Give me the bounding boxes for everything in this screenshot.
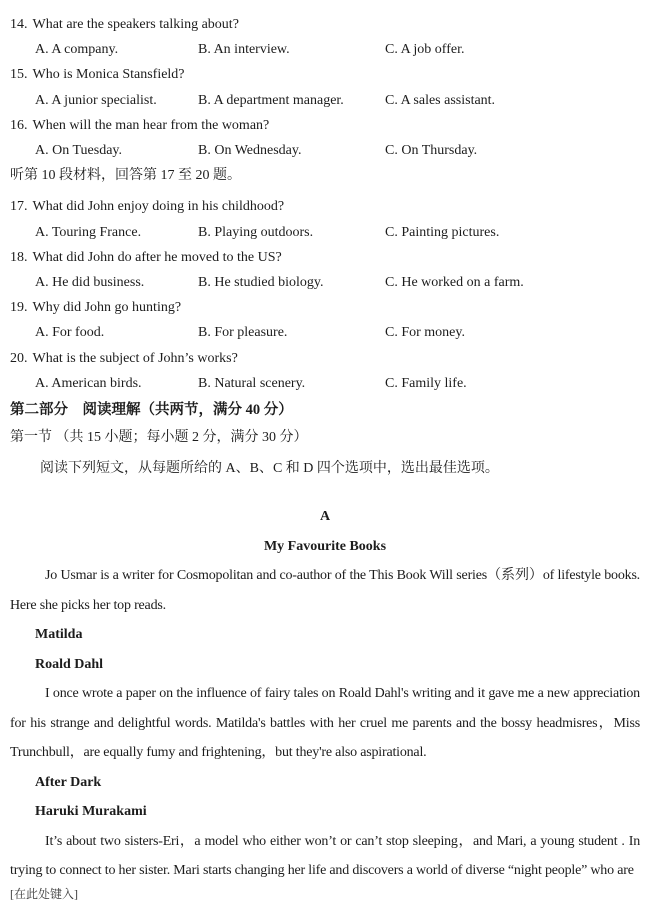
question-text: What is the subject of John’s works? bbox=[32, 350, 238, 366]
option-c: C. A job offer. bbox=[385, 42, 465, 58]
option-c: C. A sales assistant. bbox=[385, 92, 496, 108]
book-review: I once wrote a paper on the influence of fairy tales on Roald Dahl's writing and it gave me a new appreciation for his strange and delightful words. Matilda's battles with her cruel me parents and the bossy headmisres，Miss Trunchbull，are equally fumy and frightening，but they're also aspirational. bbox=[10, 686, 640, 761]
question-number: 15. bbox=[10, 67, 28, 83]
book-author: Haruki Murakami bbox=[35, 804, 147, 820]
option-c: C. For money. bbox=[385, 325, 465, 341]
question-14 bbox=[10, 12, 640, 37]
question-20 bbox=[10, 346, 640, 371]
option-b: B. For pleasure. bbox=[198, 325, 288, 341]
option-a: A. For food. bbox=[35, 325, 105, 341]
question-text: When will the man hear from the woman? bbox=[32, 117, 270, 133]
option-b: B. A department manager. bbox=[198, 92, 344, 108]
option-b: B. He studied biology. bbox=[198, 275, 324, 291]
option-c: C. Painting pictures. bbox=[385, 224, 500, 240]
book-title: After Dark bbox=[35, 774, 102, 790]
listening-questions-group-1 bbox=[10, 12, 640, 188]
option-a: A. Touring France. bbox=[35, 224, 142, 240]
question-19-options bbox=[35, 320, 640, 345]
option-c: C. He worked on a farm. bbox=[385, 275, 524, 291]
passage-title: My Favourite Books bbox=[263, 538, 387, 554]
question-19 bbox=[10, 295, 640, 320]
question-16 bbox=[10, 113, 640, 138]
question-text: Who is Monica Stansfield? bbox=[32, 67, 185, 83]
section-instruction: 阅读下列短文，从每题所给的 A、B、C 和 D 四个选项中，选出最佳选项。 bbox=[40, 461, 499, 477]
listening-directive: 听第 10 段材料，回答第 17 至 20 题。 bbox=[10, 168, 241, 184]
question-14-options bbox=[35, 37, 640, 62]
question-number: 19. bbox=[10, 300, 28, 316]
question-16-options bbox=[35, 138, 640, 163]
option-c: C. Family life. bbox=[385, 375, 467, 391]
question-number: 20. bbox=[10, 350, 28, 366]
listening-questions-group-2 bbox=[10, 194, 640, 396]
question-number: 17. bbox=[10, 199, 28, 215]
part-title: 第二部分 阅读理解（共两节，满分 40 分） bbox=[10, 402, 293, 419]
option-a: A. American birds. bbox=[35, 375, 142, 391]
question-15 bbox=[10, 62, 640, 87]
option-b: B. Playing outdoors. bbox=[198, 224, 314, 240]
option-b: B. On Wednesday. bbox=[198, 143, 302, 159]
question-text: What did John enjoy doing in his childhood? bbox=[32, 199, 285, 215]
book-author: Roald Dahl bbox=[35, 656, 104, 672]
option-a: A. He did business. bbox=[35, 275, 145, 291]
book-review: It’s about two sisters-Eri，a model who either won’t or can’t stop sleeping，and Mari, a young student . In trying to connect to her sister. Mari starts changing her life and discovers a world of diverse “night people” who are bbox=[10, 833, 640, 879]
subsection-title: 第一节 （共 15 小题；每小题 2 分，满分 30 分） bbox=[10, 430, 308, 446]
option-b: B. An interview. bbox=[198, 42, 290, 58]
passage-a bbox=[10, 502, 640, 886]
question-number: 16. bbox=[10, 117, 28, 133]
passage-intro: Jo Usmar is a writer for Cosmopolitan and co-author of the This Book Will series（系列）of lifestyle books. Here she picks her top reads. bbox=[10, 568, 640, 613]
footer-type-here-placeholder[interactable]: [在此处键入] bbox=[10, 886, 78, 901]
book-title: Matilda bbox=[35, 627, 83, 643]
passage-label: A bbox=[319, 509, 331, 525]
option-b: B. Natural scenery. bbox=[198, 375, 306, 391]
question-15-options bbox=[35, 88, 640, 113]
option-a: A. A company. bbox=[35, 42, 119, 58]
question-18 bbox=[10, 245, 640, 270]
question-17 bbox=[10, 194, 640, 219]
option-a: A. A junior specialist. bbox=[35, 92, 157, 108]
option-c: C. On Thursday. bbox=[385, 143, 478, 159]
reading-section-header bbox=[10, 396, 640, 485]
question-number: 14. bbox=[10, 17, 28, 32]
option-a: A. On Tuesday. bbox=[35, 143, 122, 159]
question-20-options bbox=[35, 371, 640, 396]
question-18-options bbox=[35, 270, 640, 295]
question-text: What are the speakers talking about? bbox=[32, 17, 239, 32]
question-number: 18. bbox=[10, 249, 28, 265]
question-text: Why did John go hunting? bbox=[32, 300, 182, 316]
question-text: What did John do after he moved to the US? bbox=[32, 249, 282, 265]
question-17-options bbox=[35, 220, 640, 245]
